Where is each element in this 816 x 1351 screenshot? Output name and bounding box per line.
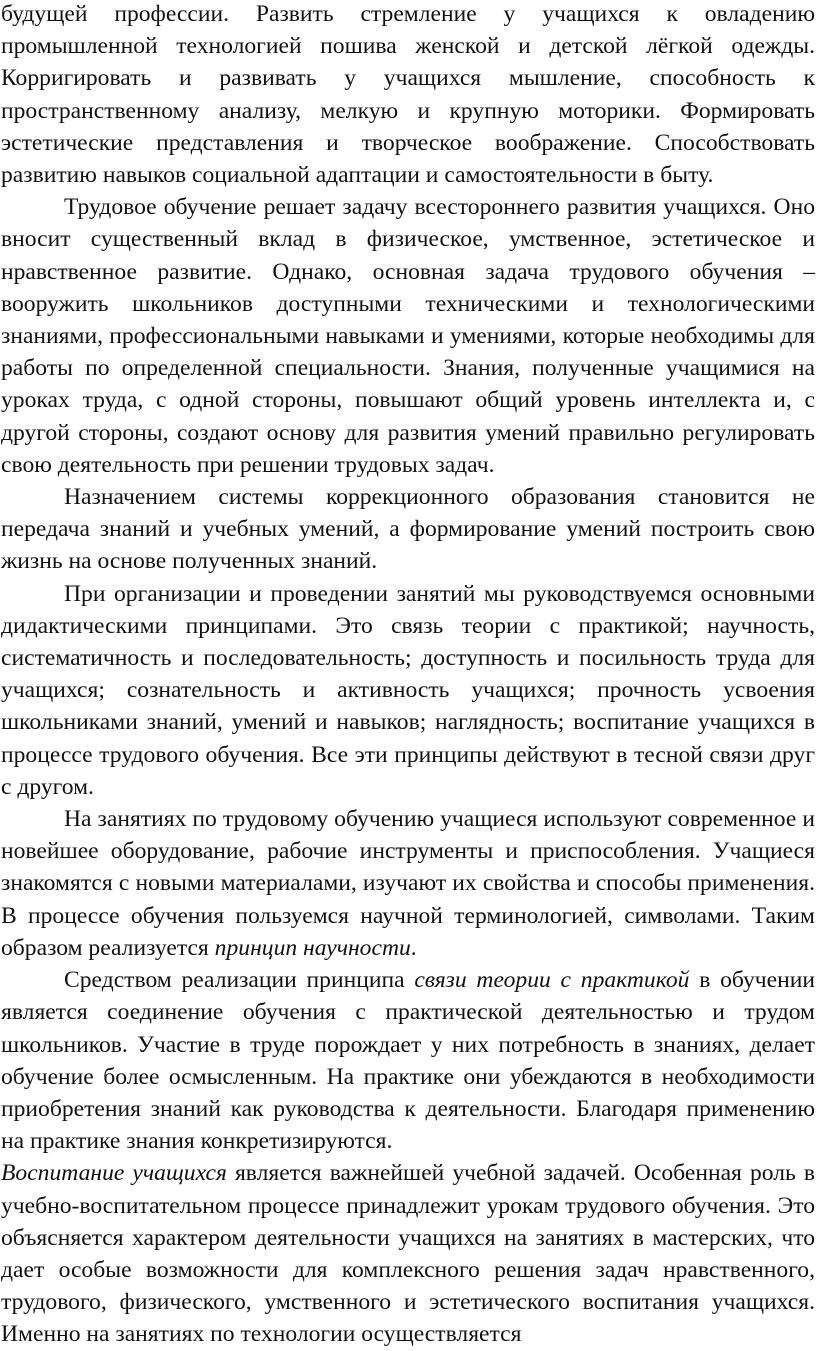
text-segment: Назначением системы коррекционного образования становится не передача знаний и учебных умений, а формирование умений построить свою жизнь на основе полученных знаний.	[1, 484, 815, 575]
italic-text-segment: принцип научности	[214, 934, 411, 961]
text-segment: является важнейшей учебной задачей. Особенная роль в учебно-воспитательном процессе принадлежит урокам трудового обучения. Это объясняется характером деятельности учащихся на занятиях в мастерских, что дает особые возможности для комплексного решения задач нравственного, трудового, физического, умственного и эстетического воспитания учащихся. Именно на занятиях по технологии осуществляется	[1, 1160, 815, 1348]
paragraph	[1, 0, 815, 191]
paragraph	[1, 964, 815, 1157]
paragraph	[1, 803, 815, 964]
text-segment: в обучении является соединение обучения с практической деятельностью и трудом школьников. Участие в труде порождает у них потребность в знаниях, делает обучение более осмысленным. На практике они убеждаются в необходимости приобретения знаний как руководства к деятельности. Благодаря применению на практике знания конкретизируются.	[1, 967, 815, 1155]
text-segment: Трудовое обучение решает задачу всестороннего развития учащихся. Оно вносит существенный вклад в физическое, умственное, эстетическое и нравственное развитие. Однако, основная задача трудового обучения – вооружить школьников доступными техническими и технологическими знаниями, профессиональными навыками и умениями, которые необходимы для работы по определенной специальности. Знания, полученные учащимися на уроках труда, с одной стороны, повышают общий уровень интеллекта и, с другой стороны, создают основу для развития умений правильно регулировать свою деятельность при решении трудовых задач.	[1, 194, 815, 478]
paragraph	[1, 191, 815, 481]
text-segment: Средством реализации принципа	[64, 967, 415, 994]
paragraph	[1, 481, 815, 578]
text-segment: На занятиях по трудовому обучению учащиеся используют современное и новейшее оборудование, рабочие инструменты и приспособления. Учащиеся знакомятся с новыми материалами, изучают их свойства и способы применения. В процессе обучения пользуемся научной терминологией, символами. Таким образом реализуется	[1, 806, 815, 961]
text-segment: При организации и проведении занятий мы руководствуемся основными дидактическими принципами. Это связь теории с практикой; научность, систематичность и последовательность; доступность и посильность труда для учащихся; сознательность и активность учащихся; прочность усвоения школьниками знаний, умений и навыков; наглядность; воспитание учащихся в процессе трудового обучения. Все эти принципы действуют в тесной связи друг с другом.	[1, 580, 815, 800]
paragraph	[1, 1157, 815, 1350]
paragraph	[1, 578, 815, 803]
italic-text-segment: Воспитание учащихся	[1, 1160, 227, 1187]
italic-text-segment: связи теории с практикой	[414, 967, 690, 994]
text-segment: .	[410, 934, 417, 961]
text-segment: будущей профессии. Развить стремление у учащихся к овладению промышленной технологией пошива женской и детской лёгкой одежды. Корригировать и развивать у учащихся мышление, способность к пространственному анализу, мелкую и крупную моторики. Формировать эстетические представления и творческое воображение. Способствовать развитию навыков социальной адаптации и самостоятельности в быту.	[1, 1, 815, 189]
